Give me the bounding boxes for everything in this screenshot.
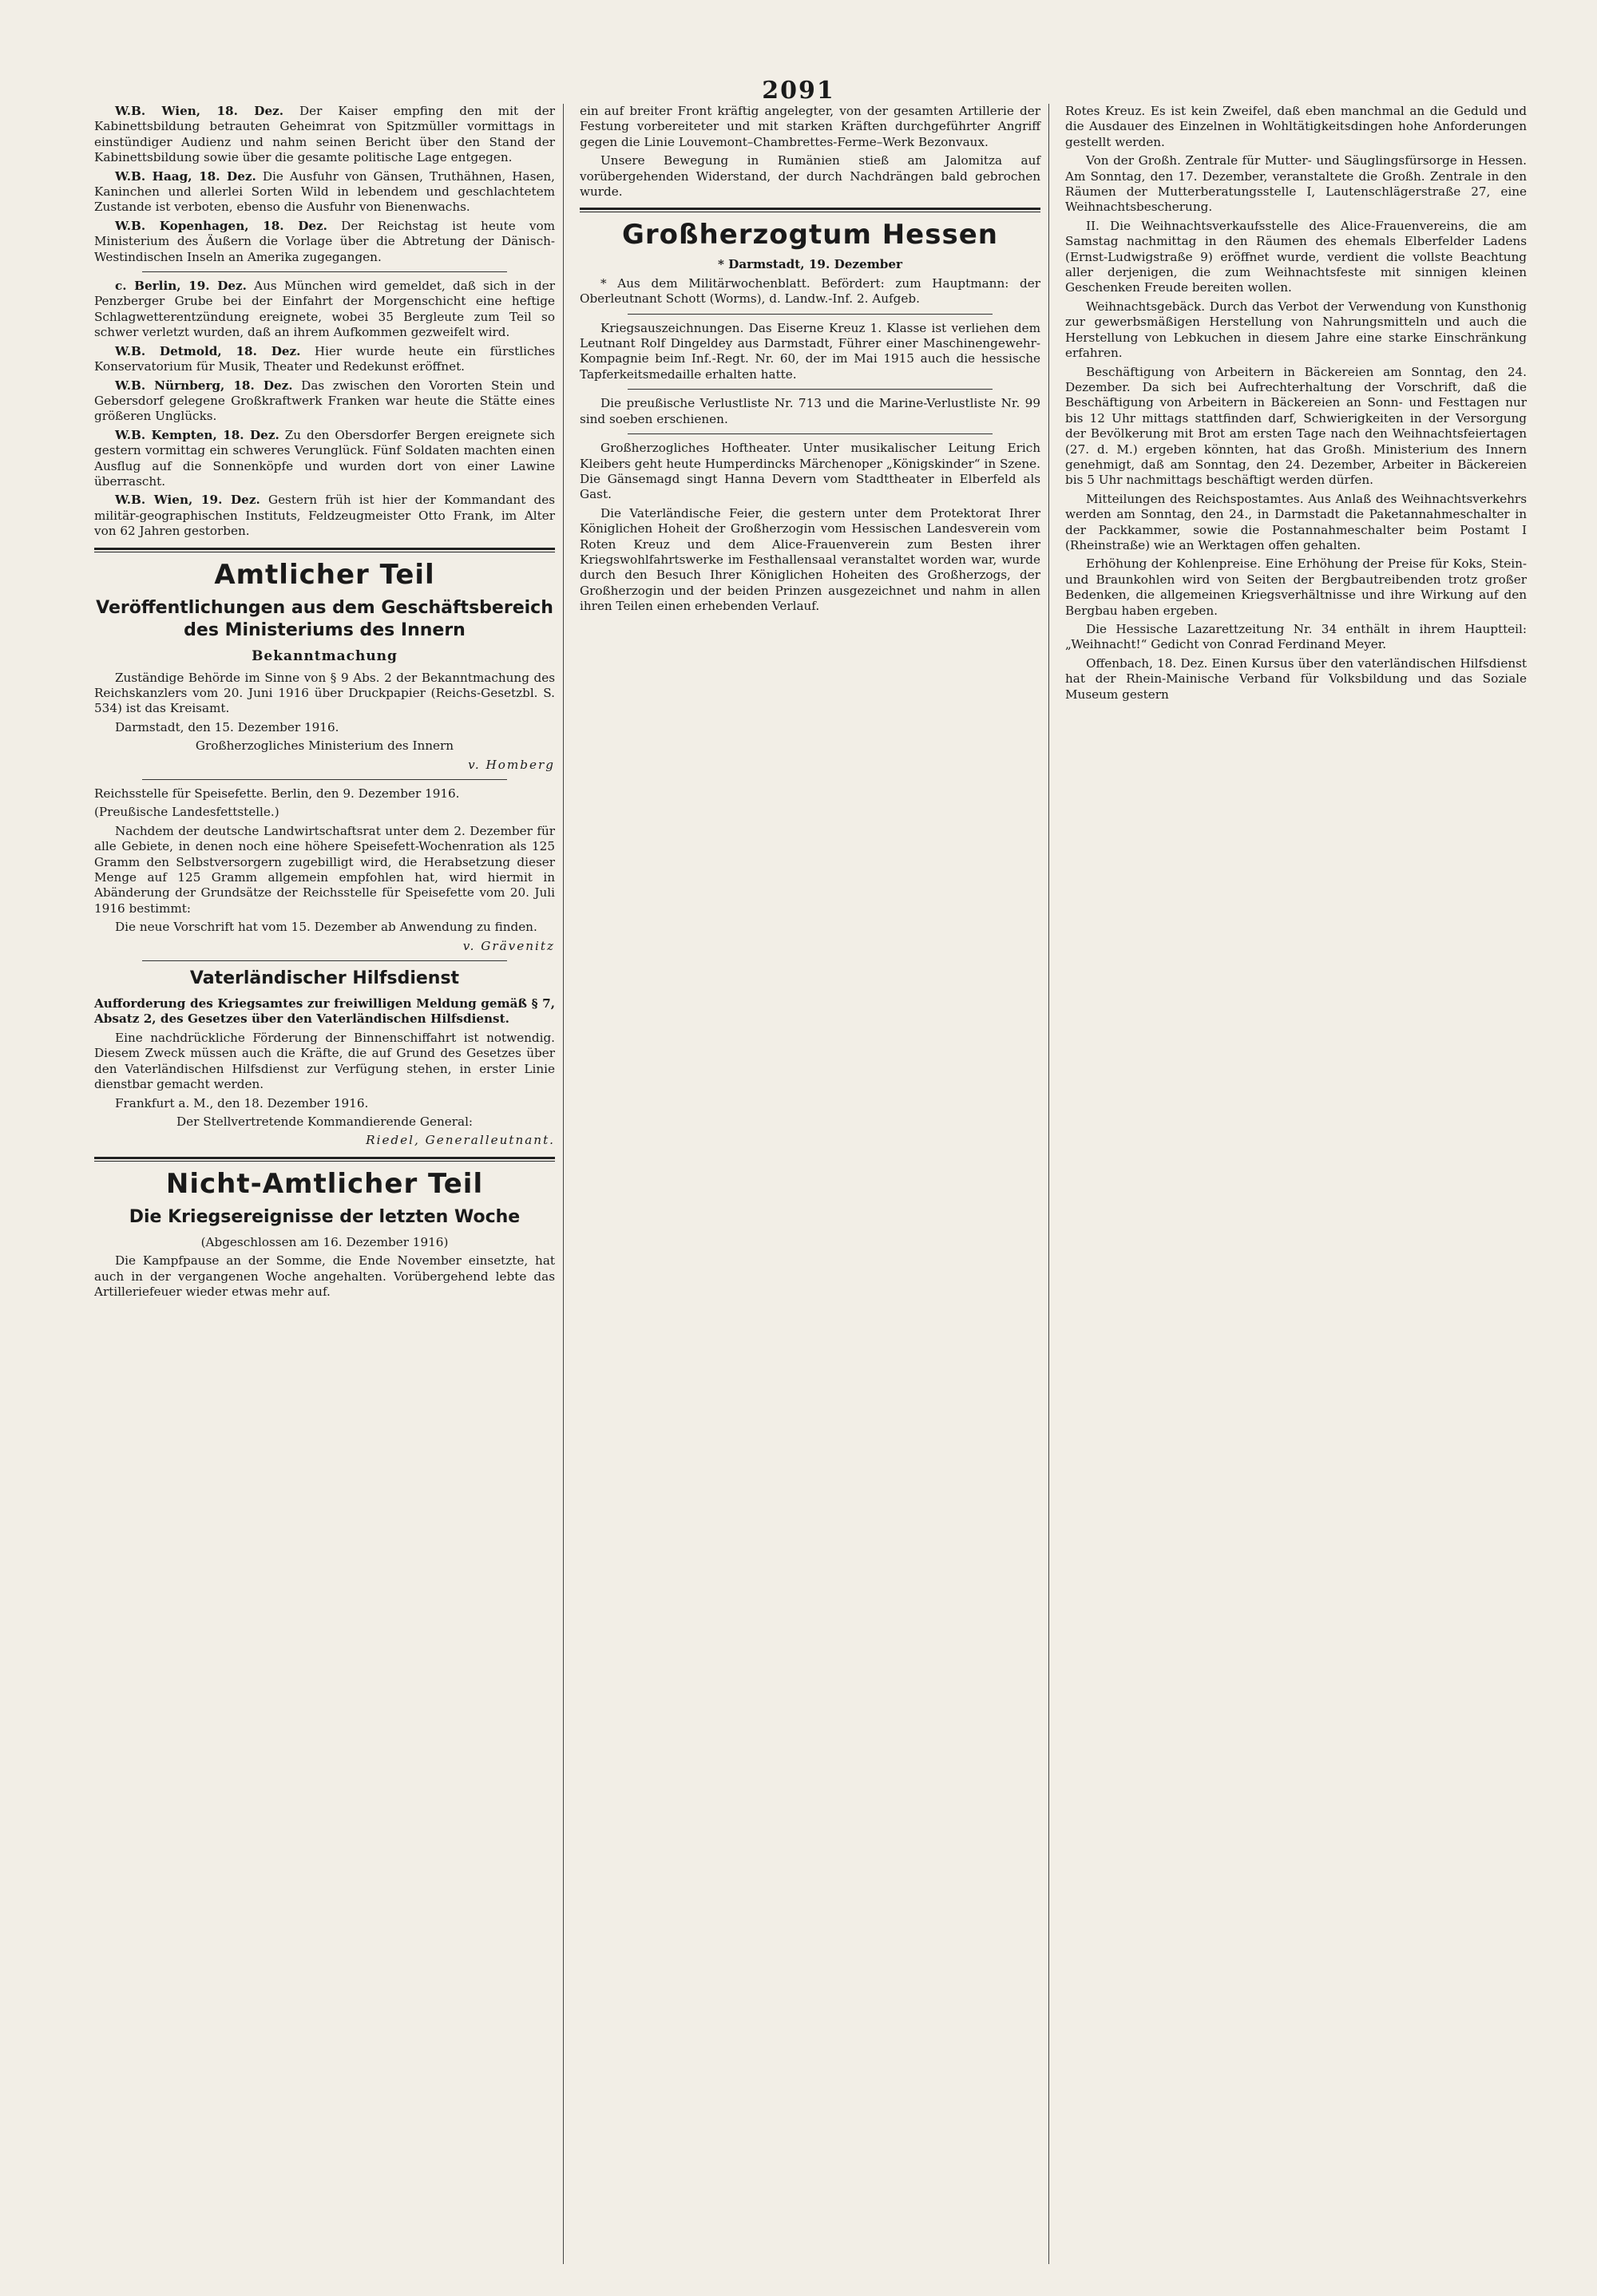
text-rumaenien: Unsere Bewegung in Rumänien stieß am Jalomitza auf vorübergehenden Widerstand, der durch Nachdrängen bald gebrochen wurde. — [580, 153, 1040, 200]
text-wien-2: Gestern früh ist hier der Kommandant des militär-geographischen Instituts, Feldzeugmeister Otto Frank, im Alter von 62 Jahren gestorben. — [94, 493, 556, 539]
text-detmold: Hier wurde heute ein fürstliches Konservatorium für Musik, Theater und Redekunst eröffnet. — [94, 343, 556, 374]
heading-hilfsdienst: Vaterländischer Hilfsdienst — [189, 968, 460, 989]
text-rotes-kreuz: Rotes Kreuz. Es ist kein Zweifel, daß eben manchmal an die Geduld und die Ausdauer des Einzelnen in Wohltätigkeitsdingen hohe Anforderungen gestellt werden. — [1065, 104, 1527, 149]
hilfsdienst-subline: Aufforderung des Kriegsamtes zur freiwilligen Meldung gemäß § 7, Absatz 2, des Gesetzes über den Vaterländischen Hilfsdienst. — [94, 996, 555, 1027]
date-frankfurt: Frankfurt a. M., den 18. Dezember 1916. — [115, 1095, 369, 1110]
text-kriegsauszeichnungen: Kriegsauszeichnungen. Das Eiserne Kreuz 1. Klasse ist verliehen dem Leutnant Rolf Dingeldey aus Darmstadt, Führer einer Maschinengewehr-Kompagnie beim Inf.-Regt. Nr. 60, der im Mai 1915 auch die hessische Tapferkeitsmedaille erhalten hatte. — [580, 320, 1040, 382]
text-lazarettzeitung: Die Hessische Lazarettzeitung Nr. 34 enthält in ihrem Hauptteil: „Weihnacht!“ Gedicht von Conrad Ferdinand Meyer. — [1065, 622, 1527, 652]
text-postamt: Mitteilungen des Reichspostamtes. Aus Anlaß des Weihnachtsverkehrs werden am Sonntag, den 24., in Darmstadt die Paketannahmeschalter in der Packkammer, sowie die Postannahmeschalter beim Postamt I (Rheinstraße) wie an Werktagen offen gehalten. — [1065, 491, 1527, 552]
column-right — [1057, 104, 1535, 2264]
text-offenbach: Offenbach, 18. Dez. Einen Kursus über den vaterländischen Hilfsdienst hat der Rhein-Mainische Verband für Volksbildung und das Soziale Museum gestern — [1065, 655, 1527, 702]
dateline-berlin: c. Berlin, 19. Dez. — [115, 279, 247, 294]
text-zentrale: Von der Großh. Zentrale für Mutter- und Säuglingsfürsorge in Hessen. Am Sonntag, den 17. Dezember, veranstaltete die Großh. Zentrale in den Räumen der Mutterberatungsstelle I, Lautenschlägerstraße 27, eine Weihnachtsbescherung. — [1065, 153, 1527, 215]
column-middle — [572, 104, 1049, 2264]
divider — [142, 271, 507, 272]
signature-graevenitz: v. Grävenitz — [462, 938, 555, 953]
text-kempten: Zu den Obersdorfer Bergen ereignete sich gestern vormittag ein schweres Verunglück. Fünf Soldaten machten einen Ausflug auf die Sonnenköpfe und wurden dort von einer Lawine überrascht. — [94, 427, 555, 489]
divider — [628, 314, 993, 315]
heading-veroeffentlichungen: Veröffentlichungen aus dem Geschäftsbereich des Ministeriums des Innern — [96, 597, 553, 640]
section-rule — [580, 208, 1040, 212]
divider — [628, 389, 993, 390]
section-rule — [94, 1157, 555, 1162]
text-verlustliste: Die preußische Verlustliste Nr. 713 und die Marine-Verlustliste Nr. 99 sind soeben erschienen. — [580, 396, 1040, 426]
text-kopenhagen: Der Reichstag ist heute vom Ministerium des Äußern die Vorlage über die Abtretung der Dänisch-Westindischen Inseln an Amerika zugegangen. — [94, 218, 555, 264]
dateline-nuernberg: W.B. Nürnberg, 18. Dez. — [115, 378, 293, 393]
text-reichsstelle: Nachdem der deutsche Landwirtschaftsrat unter dem 2. Dezember für alle Gebiete, in denen noch eine höhere Speisefett-Wochenration als 125 Gramm den Selbstversorgern zugebilligt wird, die Herabsetzung dieser Menge auf 125 Gramm allgemein empfohlen hat, wird hiermit in Abänderung der Grundsätze der Reichsstelle für Speisefette vom 20. Juli 1916 bestimmt: — [94, 823, 555, 916]
text-kohlenpreise: Erhöhung der Kohlenpreise. Eine Erhöhung der Preise für Koks, Stein- und Braunkohlen wird von Seiten der Bergbautreibenden trotz großer Bedenken, die allgemeinen Kriegsverhältnisse und ihre Wirkung auf den Bergbau haben ergeben. — [1065, 556, 1527, 618]
text-neue-vorschrift: Die neue Vorschrift hat vom 15. Dezember ab Anwendung zu finden. — [115, 920, 537, 935]
dateline-detmold: W.B. Detmold, 18. Dez. — [115, 343, 301, 358]
section-heading-grossherzogtum-hessen: Großherzogtum Hessen — [622, 219, 998, 251]
section-rule — [94, 548, 555, 552]
text-weihnachtsverkauf: II. Die Weihnachtsverkaufsstelle des Alice-Frauenvereins, die am Samstag nachmittag in den Räumen des ehemals Elberfelder Ladens (Ernst-Ludwigstraße 9) eröffnet wurde, verdient die vollste Beachtung aller derjenigen, die zum Weihnachtsfeste mit sinnigen kleinen Geschenken Freude bereiten wollen. — [1065, 218, 1527, 295]
preussische-line: (Preußische Landesfettstelle.) — [94, 805, 279, 820]
dateline-haag: W.B. Haag, 18. Dez. — [115, 168, 256, 184]
text-hoftheater: Großherzogliches Hoftheater. Unter musikalischer Leitung Erich Kleibers geht heute Humperdincks Märchenoper „Königskinder“ in Szene. Die Gänsemagd singt Hanna Devern vom Stadttheater in Elberfeld als Gast. — [580, 441, 1040, 502]
reichsstelle-line: Reichsstelle für Speisefette. Berlin, den 9. Dezember 1916. — [94, 786, 460, 801]
news-item-wien-2 — [94, 493, 555, 539]
text-berlin: Aus München wird gemeldet, daß sich in der Penzberger Grube bei der Einfahrt der Morgenschicht eine heftige Schlagwetterentzündung ereignete, wobei 35 Bergleute zum Teil so schwer verletzt wurden, daß an ihrem Aufkommen gezweifelt wird. — [94, 279, 556, 340]
news-item-haag — [94, 169, 555, 216]
text-wien: Der Kaiser empfing den mit der Kabinettsbildung betrauten Geheimrat von Spitzmüller vormittags in einstündiger Audienz und nahm seinen Bericht über den Stand der Kabinettsbildung sowie über die gesamte politische Lage entgegen. — [94, 104, 555, 165]
heading-bekanntmachung: Bekanntmachung — [252, 647, 398, 664]
columns — [86, 104, 1535, 2264]
news-item-detmold — [94, 344, 555, 375]
news-item-wien — [94, 104, 555, 166]
stellvertretend-line: Der Stellvertretende Kommandierende General: — [176, 1114, 474, 1129]
dateline-kopenhagen: W.B. Kopenhagen, 18. Dez. — [115, 218, 327, 233]
section-heading-nicht-amtlicher-teil: Nicht-Amtlicher Teil — [165, 1167, 484, 1200]
page-number: 2091 — [762, 77, 835, 105]
news-item-kopenhagen — [94, 219, 555, 265]
text-militaerwochenblatt: * Aus dem Militärwochenblatt. Befördert: zum Hauptmann: der Oberleutnant Schott (Worms), d. Landw.-Inf. 2. Aufgeb. — [580, 275, 1040, 307]
news-item-kempten — [94, 428, 555, 490]
text-vaterlaendische-feier: Die Vaterländische Feier, die gestern unter dem Protektorat Ihrer Königlichen Hoheit der Großherzogin vom Hessischen Landesverein vom Roten Kreuz und dem Alice-Frauenverein zum Besten ihrer Kriegswohlfahrtswerke im Festhallensaal veranstaltet worden war, wurde durch den Besuch Ihrer Königlichen Hoheiten des Großherzogs, der Großherzogin und der beiden Prinzen ausgezeichnet und nahm in allen ihren Teilen einen erhebenden Verlauf. — [580, 505, 1040, 614]
text-hilfsdienst: Eine nachdrückliche Förderung der Binnenschiffahrt ist notwendig. Diesem Zweck müssen auch die Kräfte, die auf Grund des Gesetzes über den Vaterländischen Hilfsdienst zur Verfügung stehen, in erster Linie dienstbar gemacht werden. — [94, 1030, 555, 1092]
news-item-nuernberg — [94, 378, 555, 425]
text-weihnachtsgebaeck: Weihnachtsgebäck. Durch das Verbot der Verwendung von Kunsthonig zur gewerbsmäßigen Herstellung von Nahrungsmitteln und auch die Herstellung von Lebkuchen in diesem Jahre eine starke Einschränkung erfahren. — [1065, 299, 1527, 361]
date-darmstadt: Darmstadt, den 15. Dezember 1916. — [115, 719, 339, 734]
signature-homberg: v. Homberg — [468, 757, 555, 772]
text-bekanntmachung: Zuständige Behörde im Sinne von § 9 Abs. 2 der Bekanntmachung des Reichskanzlers vom 20. Juni 1916 über Druckpapier (Reichs-Gesetzbl. S. 534) ist das Kreisamt. — [94, 670, 555, 716]
divider — [142, 779, 507, 780]
divider — [142, 960, 507, 961]
dateline-darmstadt: * Darmstadt, 19. Dezember — [717, 257, 903, 272]
section-heading-amtlicher-teil: Amtlicher Teil — [214, 558, 435, 591]
text-baeckereien: Beschäftigung von Arbeitern in Bäckereien am Sonntag, den 24. Dezember. Da sich bei Aufrechterhaltung der Vorschrift, daß die Beschäftigung von Arbeitern in Bäckereien an Sonn- und Festtagen nur bis 12 Uhr mittags stattfinden darf, Schwierigkeiten in der Versorgung der Bevölkerung mit Brot am ersten Tage nach den Weihnachtsfeiertagen (27. d. M.) ergeben könnten, hat das Großh. Ministerium des Innern genehmigt, daß am Sonntag, den 24. Dezember, Arbeiter in Bäckereien bis 5 Uhr nachmittags beschäftigt werden dürfen. — [1065, 364, 1527, 488]
ministerium-line: Großherzogliches Ministerium des Innern — [195, 738, 454, 754]
dateline-wien-2: W.B. Wien, 19. Dez. — [115, 493, 260, 508]
dateline-wien: W.B. Wien, 18. Dez. — [115, 104, 284, 118]
text-haag: Die Ausfuhr von Gänsen, Truthähnen, Hasen, Kaninchen und allerlei Sorten Wild in lebendem und geschlachtetem Zustande ist verboten, ebenso die Ausfuhr von Bienenwachs. — [94, 168, 555, 215]
column-left — [86, 104, 564, 2264]
abgeschlossen-line: (Abgeschlossen am 16. Dezember 1916) — [200, 1234, 449, 1249]
dateline-kempten: W.B. Kempten, 18. Dez. — [115, 427, 279, 442]
text-kriegsereignisse: Die Kampfpause an der Somme, die Ende November einsetzte, hat auch in der vergangenen Woche angehalten. Vorübergehend lebte das Artilleriefeuer wieder etwas mehr auf. — [94, 1253, 555, 1299]
news-item-berlin — [94, 279, 555, 341]
heading-kriegsereignisse: Die Kriegsereignisse der letzten Woche — [129, 1206, 521, 1227]
text-front: ein auf breiter Front kräftig angelegter, von der gesamten Artillerie der Festung vorbereiteter und mit starken Kräften durchgeführter Angriff gegen die Linie Louvemont–Chambrettes-Ferme–Werk Bezonvaux. — [580, 104, 1040, 149]
signature-riedel: Riedel, Generalleutnant. — [366, 1133, 555, 1148]
divider — [628, 433, 993, 434]
text-nuernberg: Das zwischen den Vororten Stein und Gebersdorf gelegene Großkraftwerk Franken war heute die Stätte eines größeren Unglücks. — [94, 378, 556, 424]
